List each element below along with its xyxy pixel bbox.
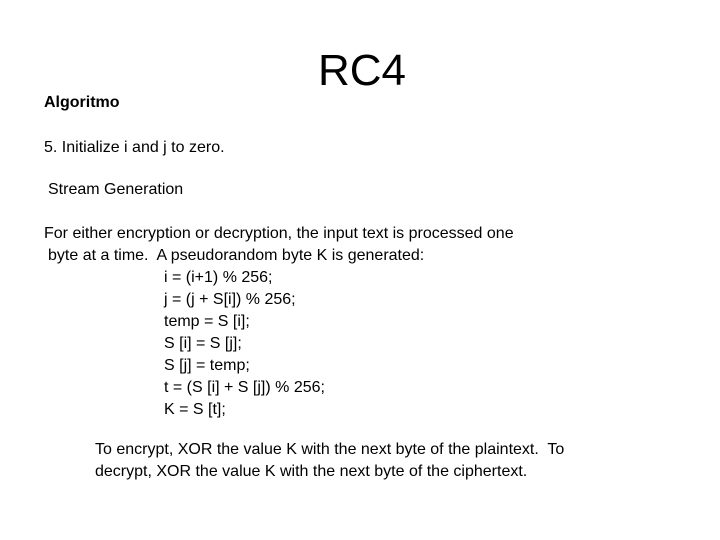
outro-line-2: decrypt, XOR the value K with the next byte of the ciphertext. <box>95 463 528 480</box>
outro-line-1: To encrypt, XOR the value K with the next byte of the plaintext. To <box>95 441 565 458</box>
section-title: Stream Generation <box>48 181 184 198</box>
slide-title: RC4 <box>318 46 407 95</box>
algorithm-heading: Algoritmo <box>44 94 120 111</box>
code-line: temp = S [i]; <box>164 313 250 330</box>
code-line: j = (j + S[i]) % 256; <box>164 291 296 308</box>
code-line: K = S [t]; <box>164 401 226 418</box>
code-line: S [i] = S [j]; <box>164 335 242 352</box>
code-line: S [j] = temp; <box>164 357 250 374</box>
intro-line-2: byte at a time. A pseudorandom byte K is generated: <box>48 247 425 264</box>
code-line: t = (S [i] + S [j]) % 256; <box>164 379 325 396</box>
code-line: i = (i+1) % 256; <box>164 269 273 286</box>
intro-line-1: For either encryption or decryption, the input text is processed one <box>44 225 514 242</box>
step-text: 5. Initialize i and j to zero. <box>44 139 225 156</box>
